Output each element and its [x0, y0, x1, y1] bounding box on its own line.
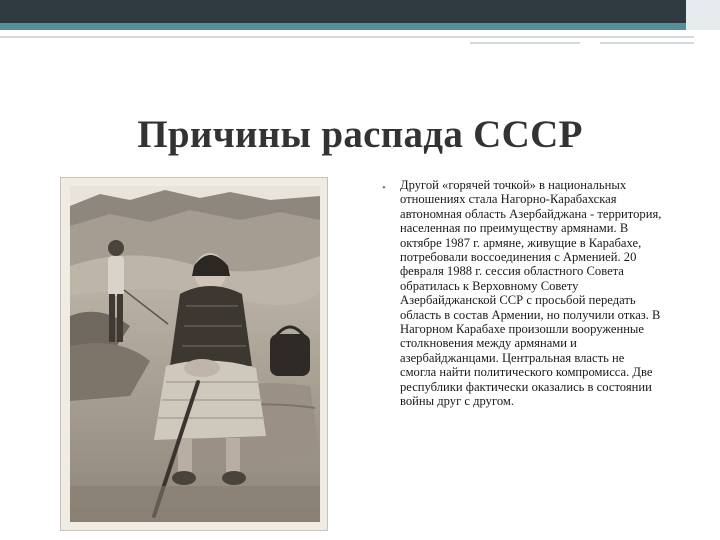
header-band-corner [686, 0, 720, 30]
slide-title: Причины распада СССР [137, 113, 583, 156]
header-band-dark [0, 0, 720, 23]
header-rule-short [470, 42, 580, 44]
photo-elderly-woman-sitting [70, 186, 320, 522]
header-rule-short [600, 42, 694, 44]
bullet-text: Другой «горячей точкой» в национальных отношениях стала Нагорно-Карабахская автономная область Азербайджана - территория, населенная по преимуществу армянами. В октябре 1987 г. армяне, живущие в Карабахе, потребовали воссоединения с Арменией. 20 февраля 1988 г. сессия областного Совета обратилась к Верховному Совету Азербайджанской ССР с просьбой передать область в состав Армении, но получили отказ. В Нагорном Карабахе произошли вооруженные столкновения между армянами и азербайджанцами. Центральная власть не смогла найти политического компромисса. Две республики фактически оказались в состоянии войны друг с другом. [400, 178, 662, 409]
header-band-accent [0, 23, 720, 30]
header-band [0, 0, 720, 30]
header-rule [0, 36, 694, 38]
bullet-marker: • [382, 182, 386, 194]
